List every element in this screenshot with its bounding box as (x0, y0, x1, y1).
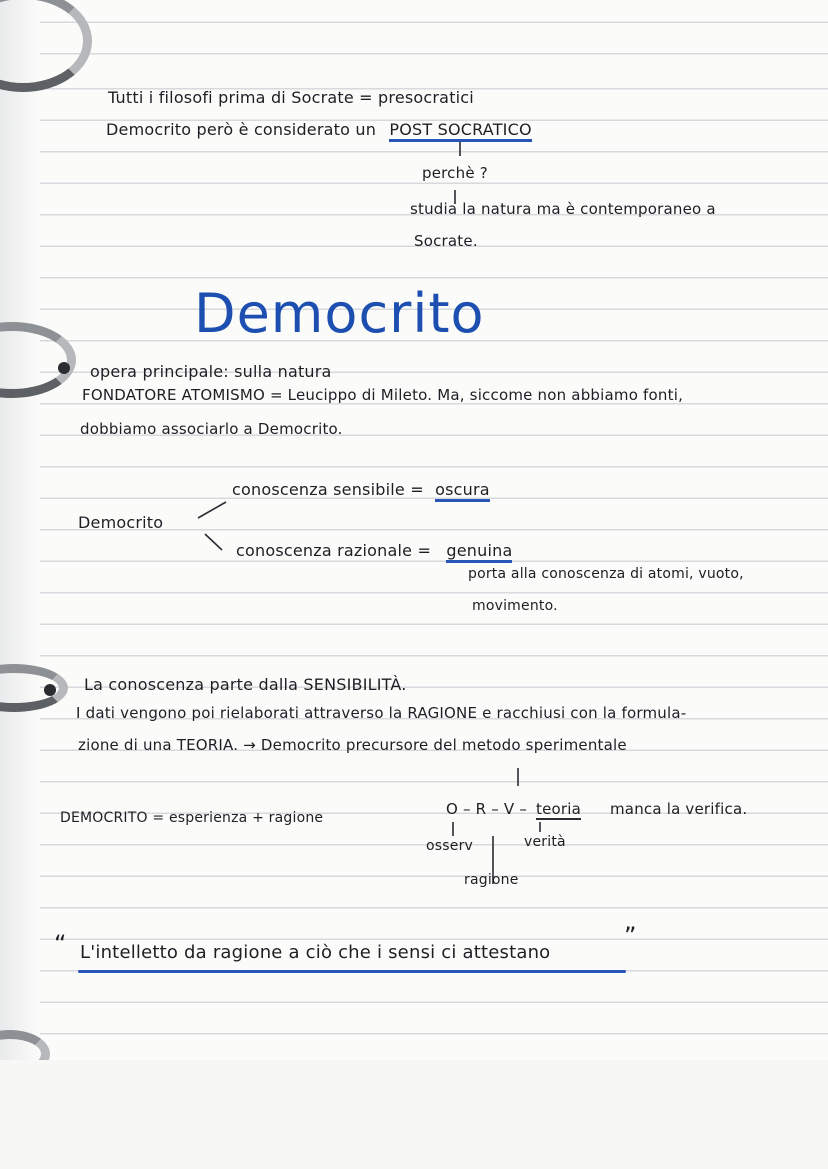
note-line-presocratici: Tutti i filosofi prima di Socrate = presocratici (108, 88, 474, 107)
note-opera: opera principale: sulla natura (90, 362, 332, 381)
note-dobbiamo: dobbiamo associarlo a Democrito. (80, 420, 343, 438)
formula-verita: verità (524, 834, 566, 850)
formula-orv-letters: O – R – V – (446, 800, 528, 818)
paragraph-line2: I dati vengono poi rielaborati attraverso la RAGIONE e racchiusi con la formula- (76, 704, 687, 722)
razionale-note-line2: movimento. (472, 598, 558, 614)
note-line-post-socratico-text: Democrito però è considerato un (106, 120, 377, 139)
conoscenza-razionale-text: conoscenza razionale = (236, 541, 432, 560)
page-title: Democrito (194, 282, 485, 345)
genuina-highlight: genuina (446, 541, 512, 563)
page-bottom-blank (0, 1060, 828, 1169)
note-why: perchè ? (422, 164, 488, 182)
quote-close-mark: ” (624, 922, 637, 950)
note-line-post-socratico (106, 120, 532, 139)
quote-underline (78, 970, 626, 973)
quote-open-mark: “ (54, 930, 67, 958)
post-socratico-highlight: POST SOCRATICO (389, 120, 531, 142)
teoria-highlight: teoria (536, 800, 582, 818)
oscura-highlight: oscura (435, 480, 490, 502)
conoscenza-sensibile-text: conoscenza sensibile = (232, 480, 424, 499)
razionale-note-line1: porta alla conoscenza di atomi, vuoto, (468, 566, 744, 582)
quote-text: L'intelletto da ragione a ciò che i sensi ci attestano (80, 942, 551, 963)
formula-orv (446, 800, 747, 818)
note-reason-line1: studia la natura ma è contemporaneo a (410, 200, 716, 218)
diagram-democrito-label: Democrito (78, 513, 164, 532)
note-fondatore: FONDATORE ATOMISMO = Leucippo di Mileto. Ma, siccome non abbiamo fonti, (82, 386, 684, 404)
formula-osserv: osserv (426, 838, 474, 854)
formula-democrito: DEMOCRITO = esperienza + ragione (60, 810, 324, 826)
conoscenza-sensibile (232, 480, 490, 499)
note-reason-line2: Socrate. (414, 232, 478, 250)
paragraph-line1: La conoscenza parte dalla SENSIBILITÀ. (84, 675, 407, 694)
conoscenza-razionale (236, 541, 512, 560)
formula-verifica: manca la verifica. (609, 800, 748, 818)
paragraph-line3: zione di una TEORIA. → Democrito precursore del metodo sperimentale (78, 736, 627, 754)
formula-ragione: ragione (464, 872, 519, 888)
